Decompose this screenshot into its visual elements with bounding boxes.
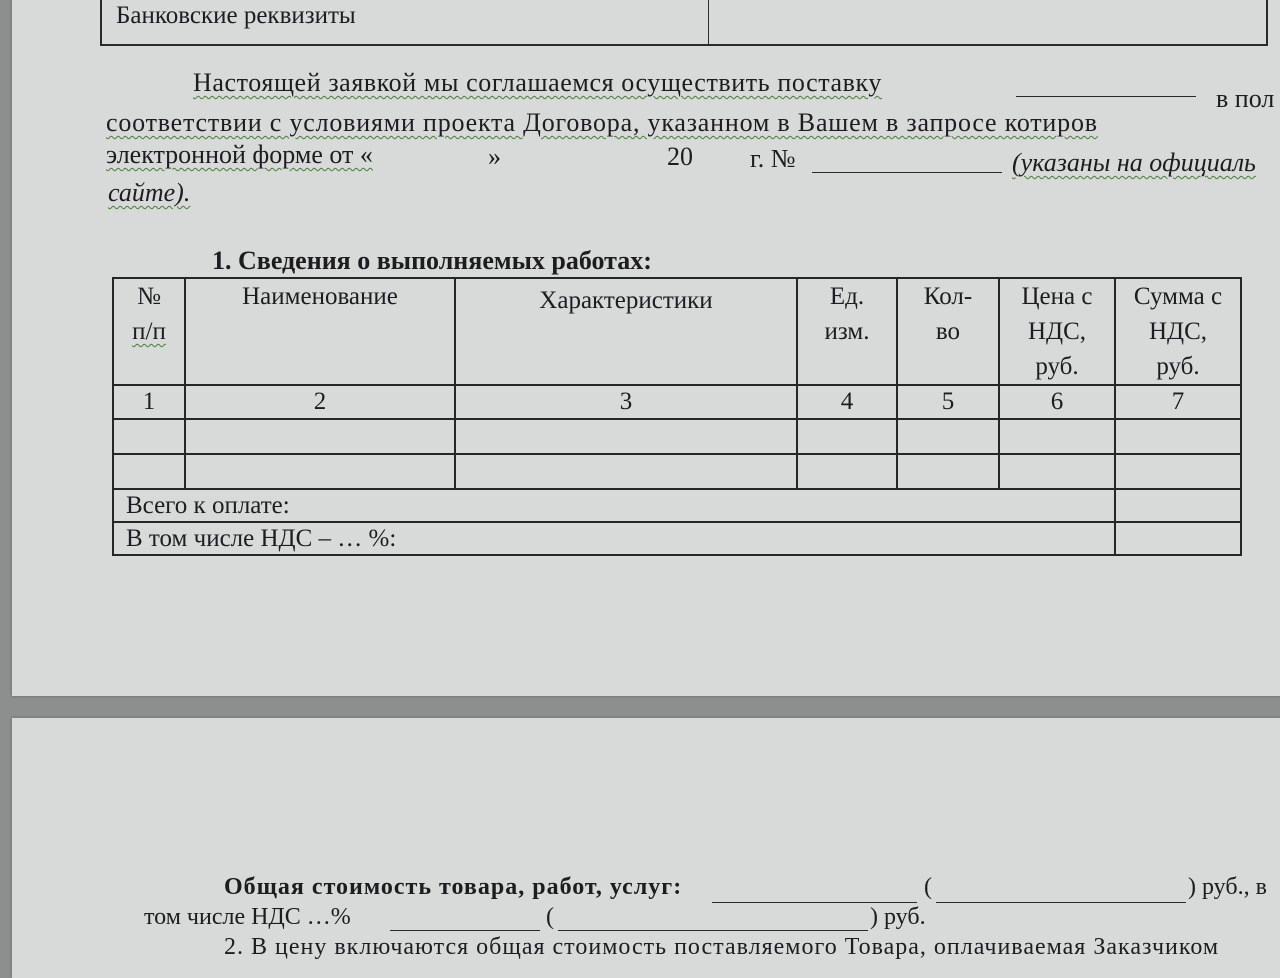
vat-line-suffix: ) руб. bbox=[870, 904, 926, 930]
empty-cell[interactable] bbox=[797, 454, 897, 489]
intro-line-3-note: (указаны на официаль bbox=[1012, 148, 1256, 177]
header-name: Наименование bbox=[185, 278, 455, 385]
table-row bbox=[113, 454, 1241, 489]
blank-line bbox=[1016, 96, 1196, 97]
table-row bbox=[113, 419, 1241, 454]
column-number: 5 bbox=[897, 385, 999, 419]
column-number: 3 bbox=[455, 385, 797, 419]
table-header-row bbox=[113, 278, 1241, 385]
intro-line-3-number: г. № bbox=[750, 144, 796, 173]
blank-line bbox=[558, 930, 868, 931]
header-sum: Сумма с НДС, руб. bbox=[1115, 278, 1241, 385]
intro-line-2: соответствии с условиями проекта Договора, указанном в Вашем в запросе котиров bbox=[106, 108, 1098, 137]
column-number: 1 bbox=[113, 385, 185, 419]
column-number: 6 bbox=[999, 385, 1115, 419]
total-label: Всего к оплате: bbox=[113, 489, 1115, 522]
empty-cell[interactable] bbox=[455, 454, 797, 489]
blank-line bbox=[712, 902, 917, 903]
total-cost-label: Общая стоимость товара, работ, услуг: bbox=[224, 874, 683, 900]
total-row bbox=[113, 489, 1241, 522]
empty-cell[interactable] bbox=[185, 419, 455, 454]
empty-cell[interactable] bbox=[455, 419, 797, 454]
column-number: 4 bbox=[797, 385, 897, 419]
blank-line bbox=[812, 172, 1002, 173]
vat-line-label: том числе НДС …% bbox=[144, 904, 351, 930]
vat-label: В том числе НДС – … %: bbox=[113, 522, 1115, 555]
empty-cell[interactable] bbox=[185, 454, 455, 489]
intro-line-1-end: в пол bbox=[1216, 84, 1275, 113]
works-table bbox=[112, 277, 1242, 556]
intro-line-4: сайте). bbox=[108, 178, 191, 207]
empty-cell[interactable] bbox=[1115, 419, 1241, 454]
table-row bbox=[113, 385, 1241, 419]
header-unit: Ед. изм. bbox=[797, 278, 897, 385]
intro-line-3-year: 20 bbox=[667, 142, 693, 171]
document-page-2 bbox=[12, 718, 1280, 978]
table-divider bbox=[708, 0, 709, 44]
empty-cell[interactable] bbox=[797, 419, 897, 454]
header-characteristics: Характеристики bbox=[455, 278, 797, 385]
empty-cell[interactable] bbox=[1115, 454, 1241, 489]
bank-details-label: Банковские реквизиты bbox=[116, 2, 356, 29]
header-number: № п/п bbox=[113, 278, 185, 385]
column-number: 2 bbox=[185, 385, 455, 419]
vat-value-cell[interactable] bbox=[1115, 522, 1241, 555]
header-price: Цена с НДС, руб. bbox=[999, 278, 1115, 385]
section-1-title: 1. Сведения о выполняемых работах: bbox=[212, 246, 652, 275]
bank-details-table bbox=[100, 0, 1268, 46]
paren-open: ( bbox=[546, 904, 554, 930]
intro-line-1: Настоящей заявкой мы соглашаемся осуществить поставку bbox=[193, 68, 882, 97]
intro-line-3-quote: » bbox=[488, 142, 501, 171]
empty-cell[interactable] bbox=[897, 419, 999, 454]
empty-cell[interactable] bbox=[113, 419, 185, 454]
intro-line-3-start: электронной форме от « bbox=[106, 140, 373, 169]
header-quantity: Кол- во bbox=[897, 278, 999, 385]
column-number: 7 bbox=[1115, 385, 1241, 419]
total-value-cell[interactable] bbox=[1115, 489, 1241, 522]
document-page-1 bbox=[12, 0, 1280, 696]
blank-line bbox=[936, 902, 1186, 903]
empty-cell[interactable] bbox=[999, 454, 1115, 489]
total-cost-suffix: ) руб., в bbox=[1188, 874, 1267, 900]
empty-cell[interactable] bbox=[897, 454, 999, 489]
item-2-text: 2. В цену включаются общая стоимость поставляемого Товара, оплачиваемая Заказчиком bbox=[224, 934, 1220, 960]
empty-cell[interactable] bbox=[999, 419, 1115, 454]
empty-cell[interactable] bbox=[113, 454, 185, 489]
blank-line bbox=[390, 930, 540, 931]
vat-row bbox=[113, 522, 1241, 555]
paren-open: ( bbox=[924, 874, 932, 900]
